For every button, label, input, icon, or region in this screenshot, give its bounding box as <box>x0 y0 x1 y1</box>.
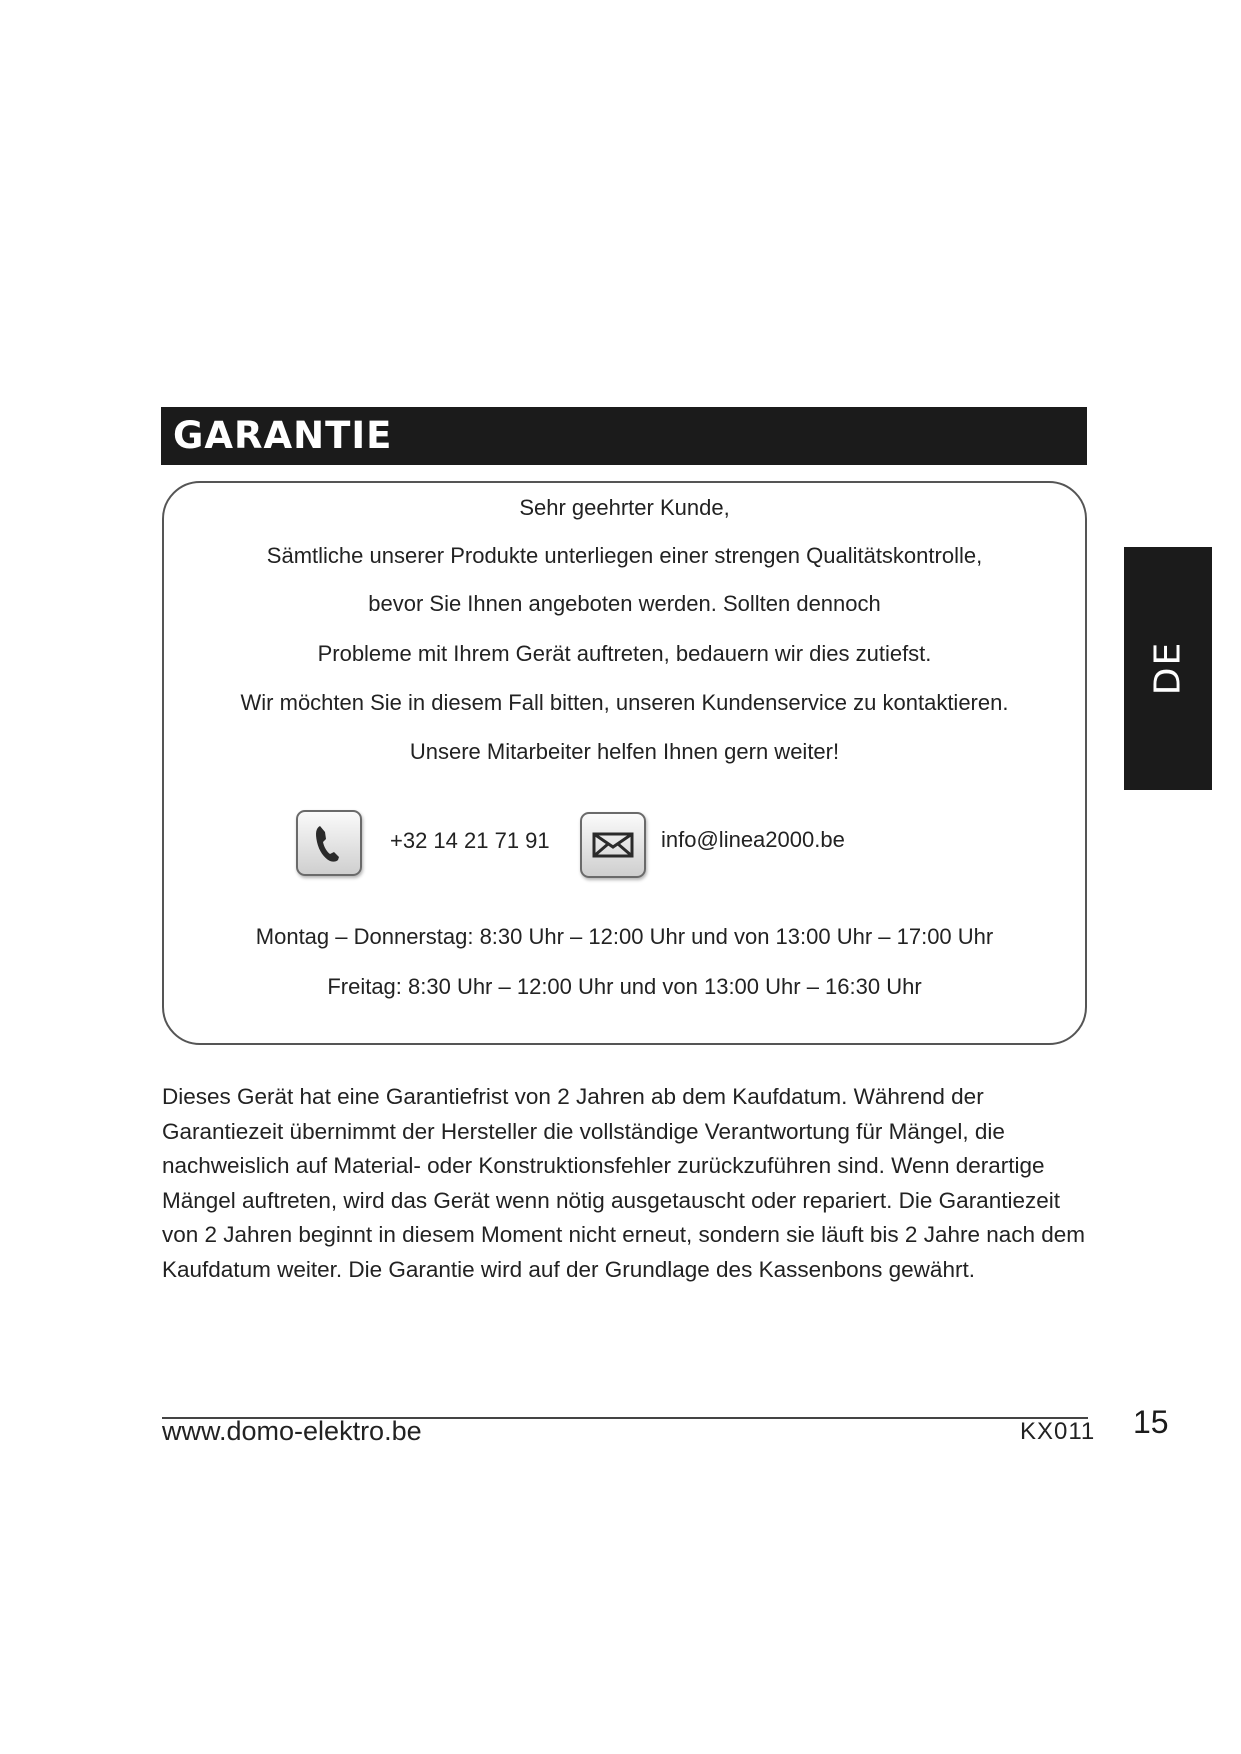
contact-line: Sämtliche unserer Produkte unterliegen einer strengen Qualitätskontrolle, <box>266 543 983 568</box>
language-label: DE <box>1147 640 1189 696</box>
language-tab <box>1124 547 1212 790</box>
phone-icon-glyph <box>298 812 360 874</box>
page-number: 15 <box>1133 1404 1169 1440</box>
warranty-paragraph: Dieses Gerät hat eine Garantiefrist von 2 Jahren ab dem Kaufdatum. Während der Garantiezeit übernimmt der Hersteller die vollständige Verantwortung für Mängel, die nachweislich auf Material- oder Konstruktionsfehler zurückzuführen sind. Wenn derartige Mängel auftreten, wird das Gerät wenn nötig ausgetauscht oder repariert. Die Garantiezeit von 2 Jahren beginnt in diesem Moment nicht erneut, sondern sie läuft bis 2 Jahre nach dem Kaufdatum weiter. Die Garantie wird auf der Grundlage des Kassenbons gewährt. <box>162 1084 1086 1282</box>
footer-website[interactable]: www.domo-elektro.be <box>162 1416 422 1446</box>
phone-icon <box>296 810 362 876</box>
envelope-icon-glyph <box>582 814 644 876</box>
section-title: GARANTIE <box>161 407 1087 465</box>
contact-box <box>162 481 1087 1045</box>
contact-line: Wir möchten Sie in diesem Fall bitten, unseren Kundenservice zu kontaktieren. <box>240 690 1009 715</box>
footer-model: KX011 <box>1020 1418 1096 1445</box>
contact-line: Probleme mit Ihrem Gerät auftreten, bedauern wir dies zutiefst. <box>317 641 932 666</box>
contact-line: Unsere Mitarbeiter helfen Ihnen gern weiter! <box>409 739 840 764</box>
greeting: Sehr geehrter Kunde, <box>519 495 730 520</box>
email-address[interactable]: info@linea2000.be <box>661 827 845 852</box>
envelope-icon <box>580 812 646 878</box>
hours-weekdays: Montag – Donnerstag: 8:30 Uhr – 12:00 Uhr und von 13:00 Uhr – 17:00 Uhr <box>255 924 994 949</box>
hours-friday: Freitag: 8:30 Uhr – 12:00 Uhr und von 13:00 Uhr – 16:30 Uhr <box>327 974 922 999</box>
contact-line: bevor Sie Ihnen angeboten werden. Sollten dennoch <box>368 591 881 616</box>
phone-number[interactable]: +32 14 21 71 91 <box>390 828 550 853</box>
